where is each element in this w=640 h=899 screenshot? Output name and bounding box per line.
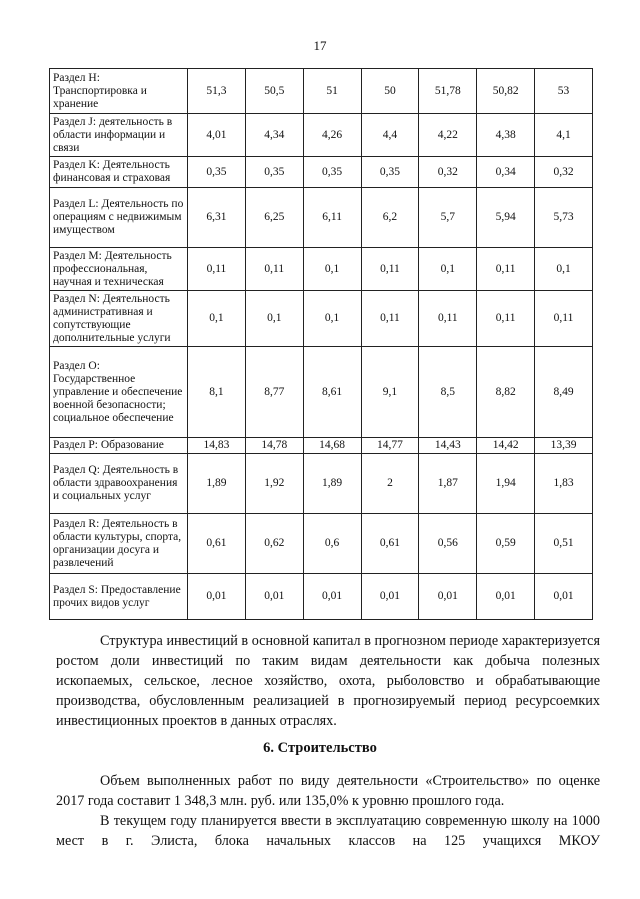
table-cell: 0,32 <box>535 157 593 188</box>
table-row <box>50 248 593 291</box>
row-label: Раздел Q: Деятельность в области здравоохранения и социальных услуг <box>50 454 188 514</box>
row-label: Раздел R: Деятельность в области культуры, спорта, организации досуга и развлечений <box>50 514 188 574</box>
table-cell: 1,89 <box>303 454 361 514</box>
table-cell: 8,49 <box>535 347 593 438</box>
investment-structure-table <box>49 68 593 620</box>
table-cell: 0,11 <box>419 291 477 347</box>
table-cell: 4,34 <box>245 114 303 157</box>
table-row <box>50 347 593 438</box>
table-cell: 0,01 <box>535 574 593 620</box>
table-cell: 14,78 <box>245 438 303 454</box>
table-row <box>50 114 593 157</box>
table-cell: 8,5 <box>419 347 477 438</box>
table-cell: 0,01 <box>419 574 477 620</box>
table-cell: 50,5 <box>245 69 303 114</box>
table-cell: 14,83 <box>188 438 246 454</box>
table-cell: 2 <box>361 454 419 514</box>
paragraph-school-construction: В текущем году планируется ввести в эксплуатацию современную школу на 1000 мест в г. Элиста, блока начальных классов на 125 учащихся МКОУ <box>56 813 600 849</box>
table-cell: 0,1 <box>303 291 361 347</box>
table-cell: 4,01 <box>188 114 246 157</box>
row-label: Раздел M: Деятельность профессиональная, научная и техническая <box>50 248 188 291</box>
table-row <box>50 454 593 514</box>
table-cell: 0,61 <box>188 514 246 574</box>
table-cell: 53 <box>535 69 593 114</box>
table-cell: 1,83 <box>535 454 593 514</box>
table-cell: 9,1 <box>361 347 419 438</box>
table-row <box>50 291 593 347</box>
section-title: 6. Строительство <box>263 740 377 756</box>
table-cell: 0,61 <box>361 514 419 574</box>
table-cell: 0,01 <box>361 574 419 620</box>
table-cell: 0,01 <box>477 574 535 620</box>
table-cell: 0,11 <box>361 291 419 347</box>
table-cell: 14,77 <box>361 438 419 454</box>
table-cell: 0,1 <box>535 248 593 291</box>
table-cell: 1,94 <box>477 454 535 514</box>
table-cell: 0,01 <box>188 574 246 620</box>
row-label: Раздел P: Образование <box>50 438 188 454</box>
page-number: 17 <box>313 38 327 53</box>
row-label: Раздел N: Деятельность административная и сопутствующие дополнительные услуги <box>50 291 188 347</box>
table-cell: 0,59 <box>477 514 535 574</box>
table-cell: 4,22 <box>419 114 477 157</box>
table-cell: 51,3 <box>188 69 246 114</box>
table-cell: 1,92 <box>245 454 303 514</box>
table-cell: 50,82 <box>477 69 535 114</box>
table-cell: 0,1 <box>188 291 246 347</box>
table-cell: 13,39 <box>535 438 593 454</box>
row-label: Раздел L: Деятельность по операциям с недвижимым имуществом <box>50 188 188 248</box>
table-cell: 0,1 <box>419 248 477 291</box>
table-cell: 0,11 <box>477 248 535 291</box>
table-cell: 0,34 <box>477 157 535 188</box>
table-cell: 0,35 <box>188 157 246 188</box>
table-cell: 8,82 <box>477 347 535 438</box>
table-cell: 0,35 <box>245 157 303 188</box>
table-cell: 4,4 <box>361 114 419 157</box>
table-cell: 5,73 <box>535 188 593 248</box>
table-cell: 0,11 <box>477 291 535 347</box>
table-cell: 4,1 <box>535 114 593 157</box>
table-cell: 14,42 <box>477 438 535 454</box>
table-cell: 51,78 <box>419 69 477 114</box>
paragraph-investment-structure: Структура инвестиций в основной капитал в прогнозном периоде характеризуется ростом доли инвестиций по таким видам деятельности как добыча полезных ископаемых, сельское, лесное хозяйство, охота, рыболовство и обрабатывающие производства, обусловленным реализацией в прогнозируемый период ресурсоемких инвестиционных проектов в данных отраслях. <box>56 633 600 729</box>
table-row <box>50 438 593 454</box>
table-cell: 8,77 <box>245 347 303 438</box>
table-cell: 0,35 <box>303 157 361 188</box>
row-label: Раздел O: Государственное управление и обеспечение военной безопасности; социальное обеспечение <box>50 347 188 438</box>
table-row <box>50 188 593 248</box>
table-cell: 6,11 <box>303 188 361 248</box>
table-cell: 5,94 <box>477 188 535 248</box>
table-body <box>50 69 593 620</box>
row-label: Раздел K: Деятельность финансовая и страховая <box>50 157 188 188</box>
table-cell: 0,62 <box>245 514 303 574</box>
table-cell: 6,31 <box>188 188 246 248</box>
table-cell: 51 <box>303 69 361 114</box>
table-cell: 14,43 <box>419 438 477 454</box>
table-cell: 4,38 <box>477 114 535 157</box>
row-label: Раздел H: Транспортировка и хранение <box>50 69 188 114</box>
table-cell: 6,2 <box>361 188 419 248</box>
table-cell: 0,6 <box>303 514 361 574</box>
table-row <box>50 157 593 188</box>
table-cell: 0,11 <box>188 248 246 291</box>
table-cell: 0,01 <box>245 574 303 620</box>
table-cell: 0,35 <box>361 157 419 188</box>
table-cell: 0,1 <box>303 248 361 291</box>
table-cell: 0,56 <box>419 514 477 574</box>
table-cell: 8,61 <box>303 347 361 438</box>
table-cell: 50 <box>361 69 419 114</box>
table-row <box>50 574 593 620</box>
paragraph-construction-volume: Объем выполненных работ по виду деятельности «Строительство» по оценке 2017 года составит 1 348,3 млн. руб. или 135,0% к уровню прошлого года. <box>56 773 600 809</box>
table-cell: 8,1 <box>188 347 246 438</box>
table-cell: 0,11 <box>245 248 303 291</box>
table-cell: 0,32 <box>419 157 477 188</box>
table-cell: 1,89 <box>188 454 246 514</box>
table-cell: 0,11 <box>535 291 593 347</box>
row-label: Раздел S: Предоставление прочих видов услуг <box>50 574 188 620</box>
table-row <box>50 514 593 574</box>
table-cell: 1,87 <box>419 454 477 514</box>
table-cell: 4,26 <box>303 114 361 157</box>
table-cell: 0,11 <box>361 248 419 291</box>
table-cell: 5,7 <box>419 188 477 248</box>
table-cell: 14,68 <box>303 438 361 454</box>
table-cell: 0,01 <box>303 574 361 620</box>
table-cell: 0,1 <box>245 291 303 347</box>
table-cell: 0,51 <box>535 514 593 574</box>
table-row <box>50 69 593 114</box>
row-label: Раздел J: деятельность в области информации и связи <box>50 114 188 157</box>
table-cell: 6,25 <box>245 188 303 248</box>
